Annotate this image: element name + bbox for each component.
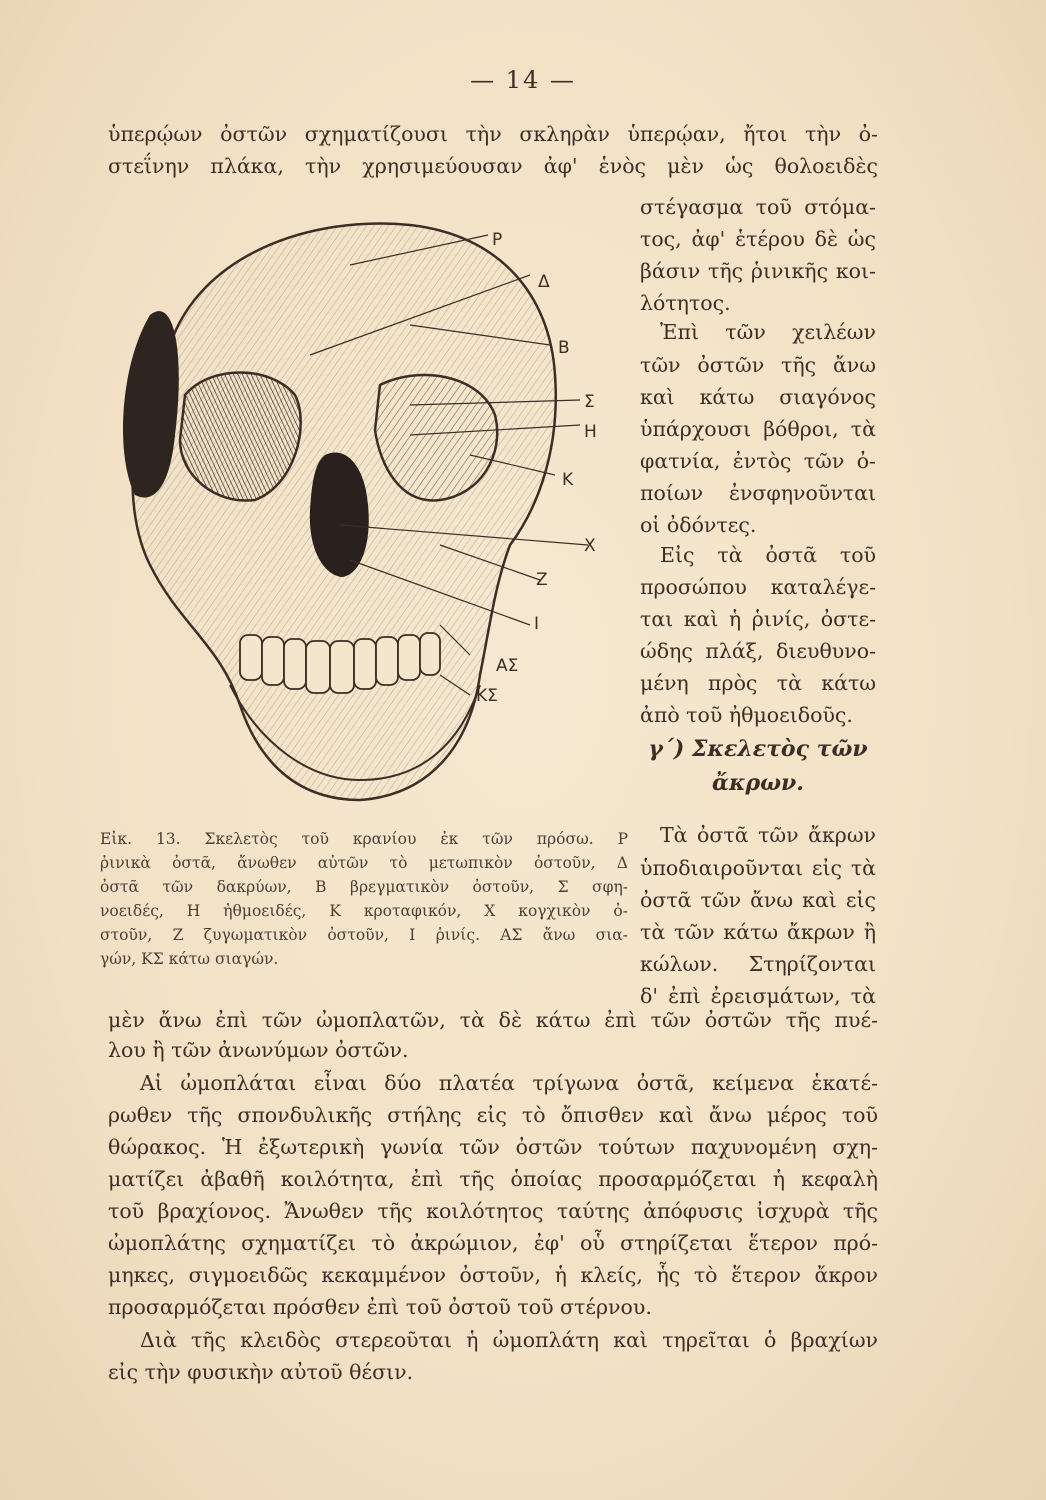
column-line: στέγασμα τοῦ στόμα-: [640, 195, 876, 219]
column-line: τος, ἀφ' ἑτέρου δὲ ὡς: [640, 227, 876, 251]
figure-label-sigma: Σ: [584, 392, 595, 412]
text-line: Αἱ ὠμοπλάται εἶναι δύο πλατέα τρίγωνα ὀστᾶ, κείμενα ἑκατέ-: [140, 1071, 878, 1095]
column-line: δ' ἐπὶ ἐρεισμάτων, τὰ: [640, 984, 876, 1008]
text-line: ματίζει ἀβαθῆ κοιλότητα, ἐπὶ τῆς ὁποίας προσαρμόζεται ἡ κεφαλὴ: [108, 1167, 878, 1191]
column-line: Εἰς τὰ ὀστᾶ τοῦ: [660, 543, 876, 567]
column-line: ὑποδιαιροῦνται εἰς τὰ: [640, 856, 876, 880]
column-line: ἀπὸ τοῦ ἠθμοειδοῦς.: [640, 703, 853, 727]
column-line: φατνία, ἐντὸς τῶν ὀ-: [640, 449, 876, 473]
caption-line: στοῦν, Ζ ζυγωματικὸν ὀστοῦν, Ι ῥινίς. ΑΣ ἄνω σια-: [100, 926, 628, 944]
column-line: Τὰ ὀστᾶ τῶν ἄκρων: [660, 823, 876, 847]
column-line: καὶ κάτω σιαγόνος: [640, 385, 876, 409]
figure-label-zeta: Ζ: [536, 570, 548, 590]
column-line: λότητος.: [640, 291, 731, 315]
text-line: μηκες, σιγμοειδῶς κεκαμμένον ὀστοῦν, ἡ κλείς, ἧς τὸ ἕτερον ἄκρον: [108, 1263, 878, 1287]
text-line: ὑπερῴων ὀστῶν σχηματίζουσι τὴν σκληρὰν ὑπερῴαν, ἤτοι τὴν ὀ-: [108, 122, 878, 146]
column-line: ποίων ἐνσφηνοῦνται: [640, 481, 876, 505]
column-line: ὀστᾶ τῶν ἄνω καὶ εἰς: [640, 888, 876, 912]
figure-label-chi: Χ: [584, 536, 596, 556]
figure-label-kappa: Κ: [562, 470, 574, 490]
caption-line: ῥινικὰ ὀστᾶ, ἄνωθεν αὐτῶν τὸ μετωπικὸν ὀστοῦν, Δ: [100, 854, 628, 872]
section-heading-line: ἄκρων.: [712, 770, 804, 796]
caption-line: Εἰκ. 13. Σκελετὸς τοῦ κρανίου ἐκ τῶν πρόσω. Ρ: [100, 830, 628, 848]
section-heading: [640, 732, 876, 800]
skull-figure: [110, 205, 630, 815]
text-line: Διὰ τῆς κλειδὸς στερεοῦται ἡ ὠμοπλάτη καὶ τηρεῖται ὁ βραχίων: [140, 1328, 878, 1352]
figure-label-kappa-sigma: ΚΣ: [476, 686, 498, 706]
figure-label-delta: Δ: [538, 272, 550, 292]
figure-label-alpha-sigma: ΑΣ: [496, 656, 519, 676]
text-line: θώρακος. Ἡ ἐξωτερικὴ γωνία τῶν ὀστῶν τούτων παχυνομένη σχη-: [108, 1135, 878, 1159]
column-line: ώδης πλάξ, διευθυνο-: [640, 639, 876, 663]
column-line: ται καὶ ἡ ῥινίς, ὀστε-: [640, 607, 876, 631]
caption-line: γών, ΚΣ κάτω σιαγών.: [100, 950, 279, 968]
figure-label-eta: Η: [584, 422, 597, 442]
column-line: Ἐπὶ τῶν χειλέων: [660, 320, 876, 344]
figure-label-beta: Β: [558, 338, 570, 358]
text-line: εἰς τὴν φυσικὴν αὐτοῦ θέσιν.: [108, 1360, 414, 1384]
column-line: οἱ ὀδόντες.: [640, 513, 757, 537]
text-line: ὠμοπλάτης σχηματίζει τὸ ἀκρώμιον, ἐφ' οὗ στηρίζεται ἕτερον πρό-: [108, 1231, 878, 1255]
text-line: μὲν ἄνω ἐπὶ τῶν ὠμοπλατῶν, τὰ δὲ κάτω ἐπὶ τῶν ὀστῶν τῆς πυέ-: [108, 1008, 878, 1032]
caption-line: νοειδές, Η ἠθμοειδές, Κ κροταφικόν, Χ κογχικὸν ὀ-: [100, 902, 628, 920]
text-line: στεΐνην πλάκα, τὴν χρησιμεύουσαν ἀφ' ἑνὸς μὲν ὡς θολοειδὲς: [108, 154, 878, 178]
text-line: ρωθεν τῆς σπονδυλικῆς στήλης εἰς τὸ ὄπισθεν καὶ ἄνω μέρος τοῦ: [108, 1103, 878, 1127]
column-line: προσώπου καταλέγε-: [640, 575, 876, 599]
page-number: — 14 —: [470, 66, 576, 94]
column-line: κώλων. Στηρίζονται: [640, 952, 876, 976]
caption-line: ὀστᾶ τῶν δακρύων, Β βρεγματικὸν ὀστοῦν, Σ σφη-: [100, 878, 628, 896]
column-line: τὰ τῶν κάτω ἄκρων ἢ: [640, 920, 876, 944]
figure-label-iota: Ι: [534, 614, 540, 634]
column-line: μένη πρὸς τὰ κάτω: [640, 671, 876, 695]
text-line: προσαρμόζεται πρόσθεν ἐπὶ τοῦ ὀστοῦ τοῦ στέρνου.: [108, 1295, 652, 1319]
figure-label-rho: Ρ: [492, 230, 503, 250]
text-line: λου ἢ τῶν ἀνωνύμων ὀστῶν.: [108, 1038, 409, 1062]
column-line: τῶν ὀστῶν τῆς ἄνω: [640, 353, 876, 377]
section-heading-line: γ΄) Σκελετὸς τῶν: [648, 736, 868, 762]
column-line: βάσιν τῆς ῥινικῆς κοι-: [640, 259, 876, 283]
text-line: τοῦ βραχίονος. Ἄνωθεν τῆς κοιλότητος ταύτης ἀπόφυσις ἰσχυρὰ τῆς: [108, 1199, 878, 1223]
column-line: ὑπάρχουσι βόθροι, τὰ: [640, 417, 876, 441]
